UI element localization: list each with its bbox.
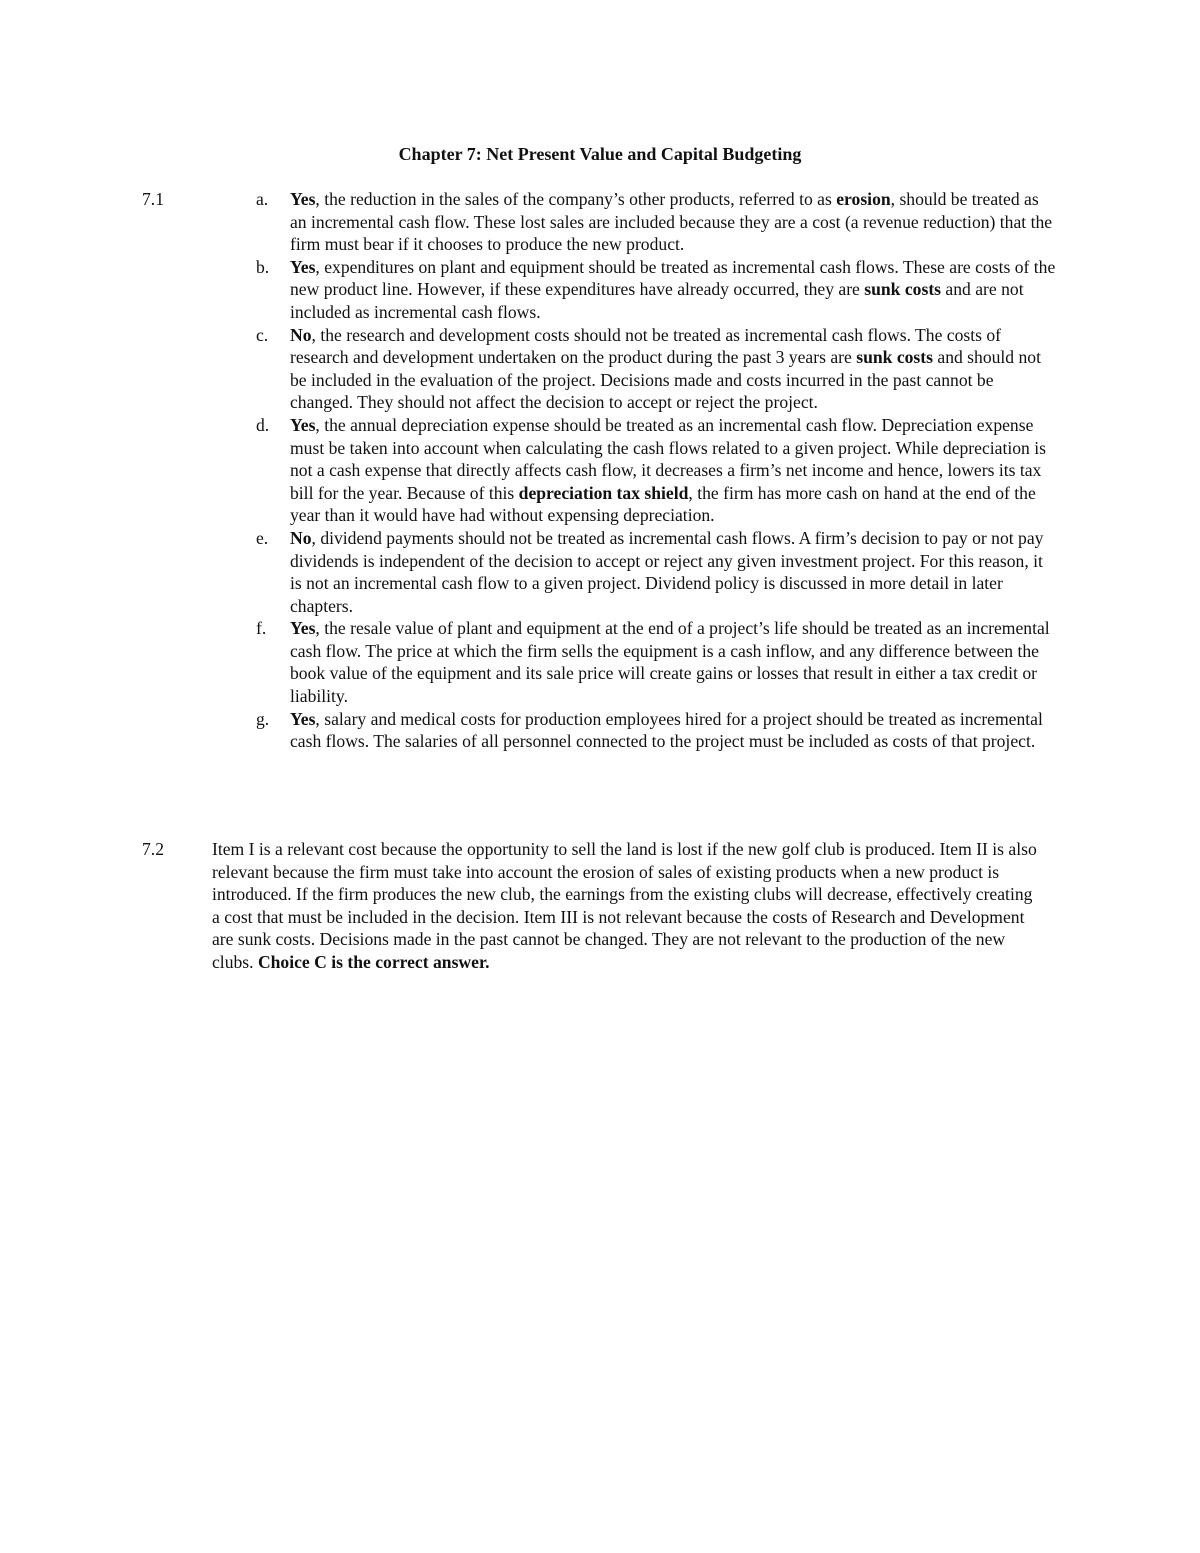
answer-no: No bbox=[290, 527, 312, 548]
term-depreciation-tax-shield: depreciation tax shield bbox=[518, 482, 689, 503]
text-segment: , salary and medical costs for production employees hired for a project should be treated as incremental cash flows. The salaries of all personnel connected to the project must be included as costs of that project. bbox=[290, 708, 1043, 752]
answer-no: No bbox=[290, 324, 312, 345]
answer-yes: Yes bbox=[290, 708, 316, 729]
subitem-text bbox=[290, 188, 1056, 256]
subitem-text bbox=[290, 708, 1056, 753]
subitem-text bbox=[290, 256, 1056, 324]
subitem-text bbox=[290, 527, 1056, 617]
subitem-d bbox=[142, 414, 1062, 527]
problem-number: 7.1 bbox=[142, 189, 164, 209]
problem-number: 7.2 bbox=[142, 839, 164, 859]
subitem-letter: f. bbox=[256, 618, 267, 639]
subitem-text bbox=[290, 617, 1056, 707]
text-segment: , the resale value of plant and equipment at the end of a project’s life should be treated as an incremental cash flow. The price at which the firm sells the equipment is a cash inflow, and any difference between the book value of the equipment and its sale price will create gains or losses that result in either a tax credit or liability. bbox=[290, 618, 1050, 707]
text-segment: , the reduction in the sales of the company’s other products, referred to as bbox=[315, 189, 837, 209]
subitem-list bbox=[142, 188, 1062, 753]
subitem-letter: c. bbox=[256, 324, 269, 345]
subitem-letter: g. bbox=[256, 708, 270, 729]
text-segment: Item I is a relevant cost because the opportunity to sell the land is lost if the new golf club is produced. Item II is also relevant because the firm must take into account the erosion of sales of existing products when a new product is introduced. If the firm produces the new club, the earnings from the existing clubs will decrease, effectively creating a cost that must be included in the decision. Item III is not relevant because the costs of Research and Development are sunk costs. Decisions made in the past cannot be changed. They are not relevant to the production of the new clubs. bbox=[212, 839, 1037, 972]
subitem-letter: b. bbox=[256, 256, 270, 277]
page-title: Chapter 7: Net Present Value and Capital Budgeting bbox=[398, 144, 802, 164]
text-segment: , the firm has more cash on hand at the end of the year than it would have had without expensing depreciation. bbox=[290, 482, 1036, 526]
text-segment: , the annual depreciation expense should be treated as an incremental cash flow. Depreciation expense must be taken into account when calculating the cash flows related to a given project. While depreciation is not a cash expense that directly affects cash flow, it decreases a firm’s net income and hence, lowers its tax bill for the year. Because of this bbox=[290, 414, 1046, 503]
answer-yes: Yes bbox=[290, 618, 316, 639]
subitem-c bbox=[142, 324, 1062, 414]
term-sunk-costs: sunk costs bbox=[864, 279, 942, 300]
subitem-b bbox=[142, 256, 1062, 324]
subitem-g bbox=[142, 708, 1062, 753]
answer-yes: Yes bbox=[290, 189, 316, 209]
text-segment: , should be treated as an incremental cash flow. These lost sales are included because they are a cost (a revenue reduction) that the firm must bear if it chooses to produce the new product. bbox=[290, 189, 1053, 255]
text-segment: , dividend payments should not be treated as incremental cash flows. A firm’s decision to pay or not pay dividends is independent of the decision to accept or reject any given investment project. For this reason, it is not an incremental cash flow to a given project. Dividend policy is discussed in more detail in later chapters. bbox=[290, 527, 1044, 616]
problem-body bbox=[212, 838, 1042, 974]
text-segment: , the research and development costs should not be treated as incremental cash flows. The costs of research and development undertaken on the product during the past 3 years are bbox=[290, 324, 1002, 368]
subitem-f bbox=[142, 617, 1062, 707]
subitem-e bbox=[142, 527, 1062, 617]
text-segment: and should not be included in the evaluation of the project. Decisions made and costs incurred in the past cannot be changed. They should not affect the decision to accept or reject the project. bbox=[290, 347, 1041, 413]
text-segment: and are not included as incremental cash flows. bbox=[290, 279, 1024, 322]
subitem-letter: d. bbox=[256, 414, 270, 435]
correct-answer: Choice C is the correct answer. bbox=[257, 951, 490, 972]
subitem-text bbox=[290, 324, 1056, 414]
subitem-letter: a. bbox=[256, 189, 269, 209]
term-sunk-costs: sunk costs bbox=[856, 347, 933, 368]
subitem-letter: e. bbox=[256, 527, 269, 548]
subitem-text bbox=[290, 414, 1056, 527]
term-erosion: erosion bbox=[836, 189, 891, 209]
text-segment: , expenditures on plant and equipment should be treated as incremental cash flows. These are costs of the new product line. However, if these expenditures have already occurred, they are bbox=[290, 256, 1056, 300]
subitem-a bbox=[142, 188, 1062, 256]
answer-yes: Yes bbox=[290, 414, 316, 435]
answer-yes: Yes bbox=[290, 256, 316, 277]
